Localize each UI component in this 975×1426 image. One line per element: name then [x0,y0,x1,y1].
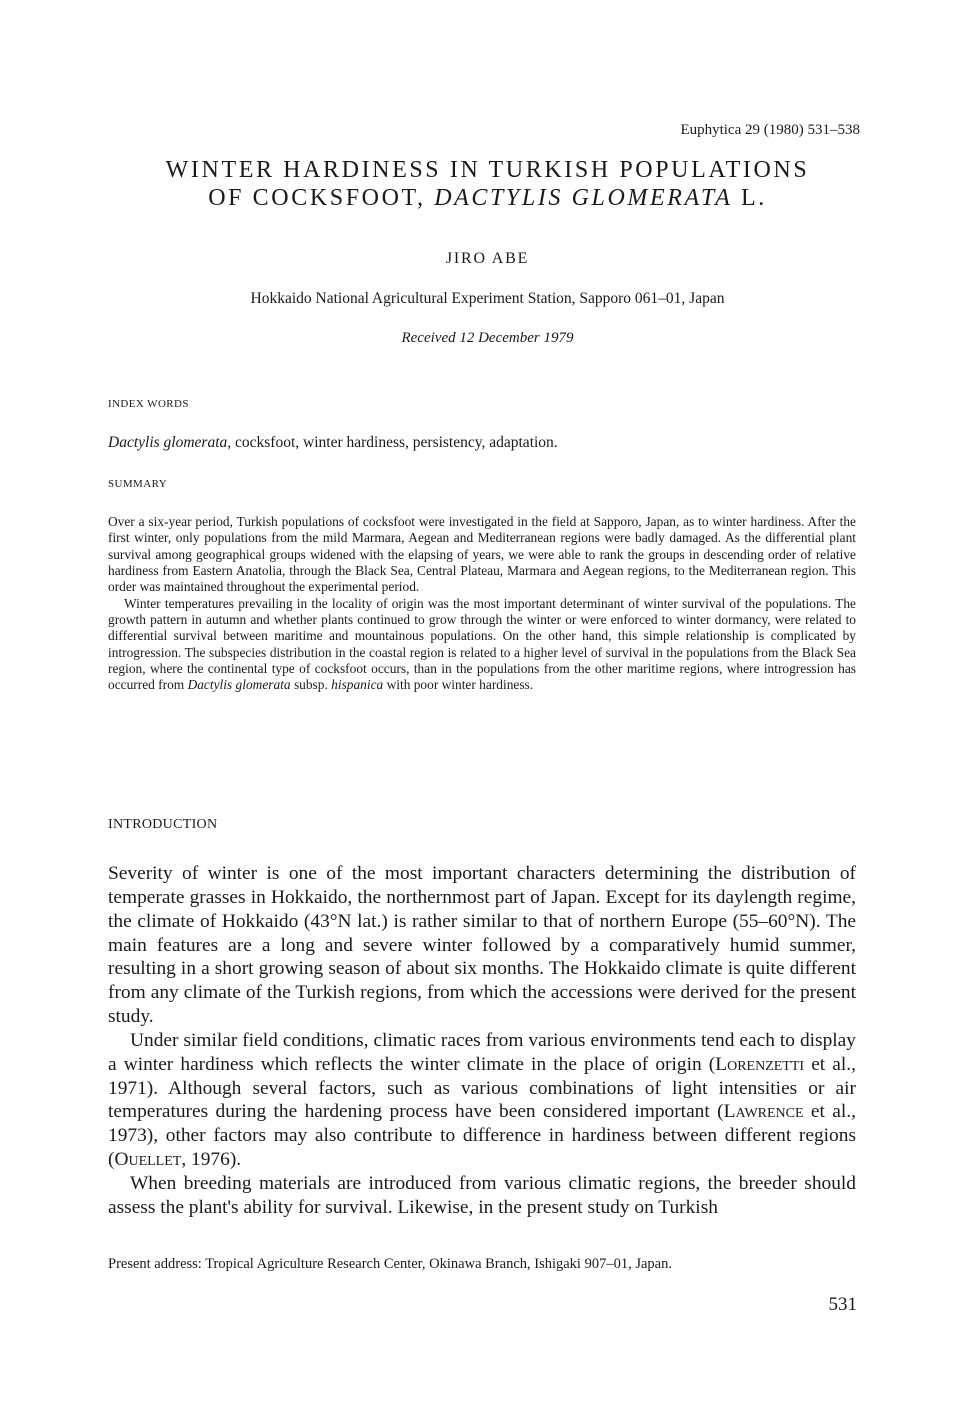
summary-heading: SUMMARY [108,478,168,490]
summary-text [108,514,856,694]
footnote-present-address: Present address: Tropical Agriculture Research Center, Okinawa Branch, Ishigaki 907–01, Japan. [108,1256,672,1272]
author-name: JIRO ABE [445,250,530,267]
citation-lawrence: Lawrence [723,1101,804,1123]
keyword-list: , cocksfoot, winter hardiness, persistency, adaptation. [227,434,558,451]
author-affiliation: Hokkaido National Agricultural Experiment Station, Sapporo 061–01, Japan [250,290,725,307]
summary-p2-text-a: Winter temperatures prevailing in the locality of origin was the most important determinant of winter survival of the populations. The growth pattern in autumn and whether plants continued to grow through the winter or were enforced to winter dormancy, were related to differential survival between maritime and mountainous populations. On the other hand, this simple relationship is complicated by introgression. The subspecies distribution in the coastal region is related to a higher level of survival in the populations from the Black Sea region, where the continental type of cocksfoot occurs, than in the populations from the other maritime regions, where introgression has occurred from [108,595,856,693]
journal-reference: Euphytica 29 (1980) 531–538 [680,122,860,138]
page-number: 531 [828,1294,857,1315]
intro-p2-text-a: Under similar field conditions, climatic races from various environments tend each to display a winter hardiness which reflects the winter climate in the place of origin ( [108,1029,856,1075]
citation-ouellet: Ouellet [114,1149,182,1171]
intro-p2-text-b: et al., 1971). Although several factors, such as various combinations of light intensities or air temperatures during the hardening process have been considered important ( [108,1053,856,1123]
received-date: Received 12 December 1979 [401,330,574,346]
title-line-1: WINTER HARDINESS IN TURKISH POPULATIONS [165,157,810,183]
summary-p2-text-c: with poor winter hardiness. [383,677,534,693]
summary-p2-species: Dactylis glomerata [187,677,291,693]
intro-p2-text-d: , 1976). [181,1149,242,1171]
title-line-2 [0,184,975,212]
article-title [0,156,975,212]
summary-paragraph-1: Over a six-year period, Turkish populations of cocksfoot were investigated in the field at Sapporo, Japan, as to winter hardiness. After the first winter, only populations from the mild Marmara, Aegean and Mediterranean regions were badly damaged. As the differential plant survival among geographical groups widened with the elapsing of years, we were able to rank the groups in descending order of relative hardiness from Eastern Anatolia, through the Black Sea, Central Plateau, Marmara and Aegean regions, to the Mediterranean region. This order was maintained throughout the experimental period. [108,514,856,595]
summary-p2-subspecies: hispanica [331,677,384,693]
intro-p2-text-c: et al., 1973), other factors may also contribute to difference in hardiness between different regions ( [108,1101,856,1171]
summary-p2-text-b: subsp. [290,677,332,693]
title-line-2-suffix: L. [732,185,767,211]
title-species-name: DACTYLIS GLOMERATA [434,185,733,211]
keyword-species: Dactylis glomerata [108,434,228,451]
intro-paragraph-1: Severity of winter is one of the most important characters determining the distribution of temperate grasses in Hokkaido, the northernmost part of Japan. Except for its daylength regime, the climate of Hokkaido (43°N lat.) is rather similar to that of northern Europe (55–60°N). The main features are a long and severe winter followed by a comparatively humid summer, resulting in a short growing season of about six months. The Hokkaido climate is quite different from any climate of the Turkish regions, from which the accessions were derived for the present study. [108,863,856,1028]
index-words-heading: INDEX WORDS [108,398,189,410]
index-words [108,434,558,452]
introduction-text [108,862,856,1220]
title-line-2-prefix: OF COCKSFOOT, [208,185,435,211]
citation-lorenzetti: Lorenzetti [715,1053,805,1075]
intro-paragraph-2 [108,1029,856,1172]
intro-paragraph-3: When breeding materials are introduced from various climatic regions, the breeder should assess the plant's ability for survival. Likewise, in the present study on Turkish [108,1172,856,1218]
summary-paragraph-2 [108,596,856,694]
introduction-heading: INTRODUCTION [108,817,218,832]
